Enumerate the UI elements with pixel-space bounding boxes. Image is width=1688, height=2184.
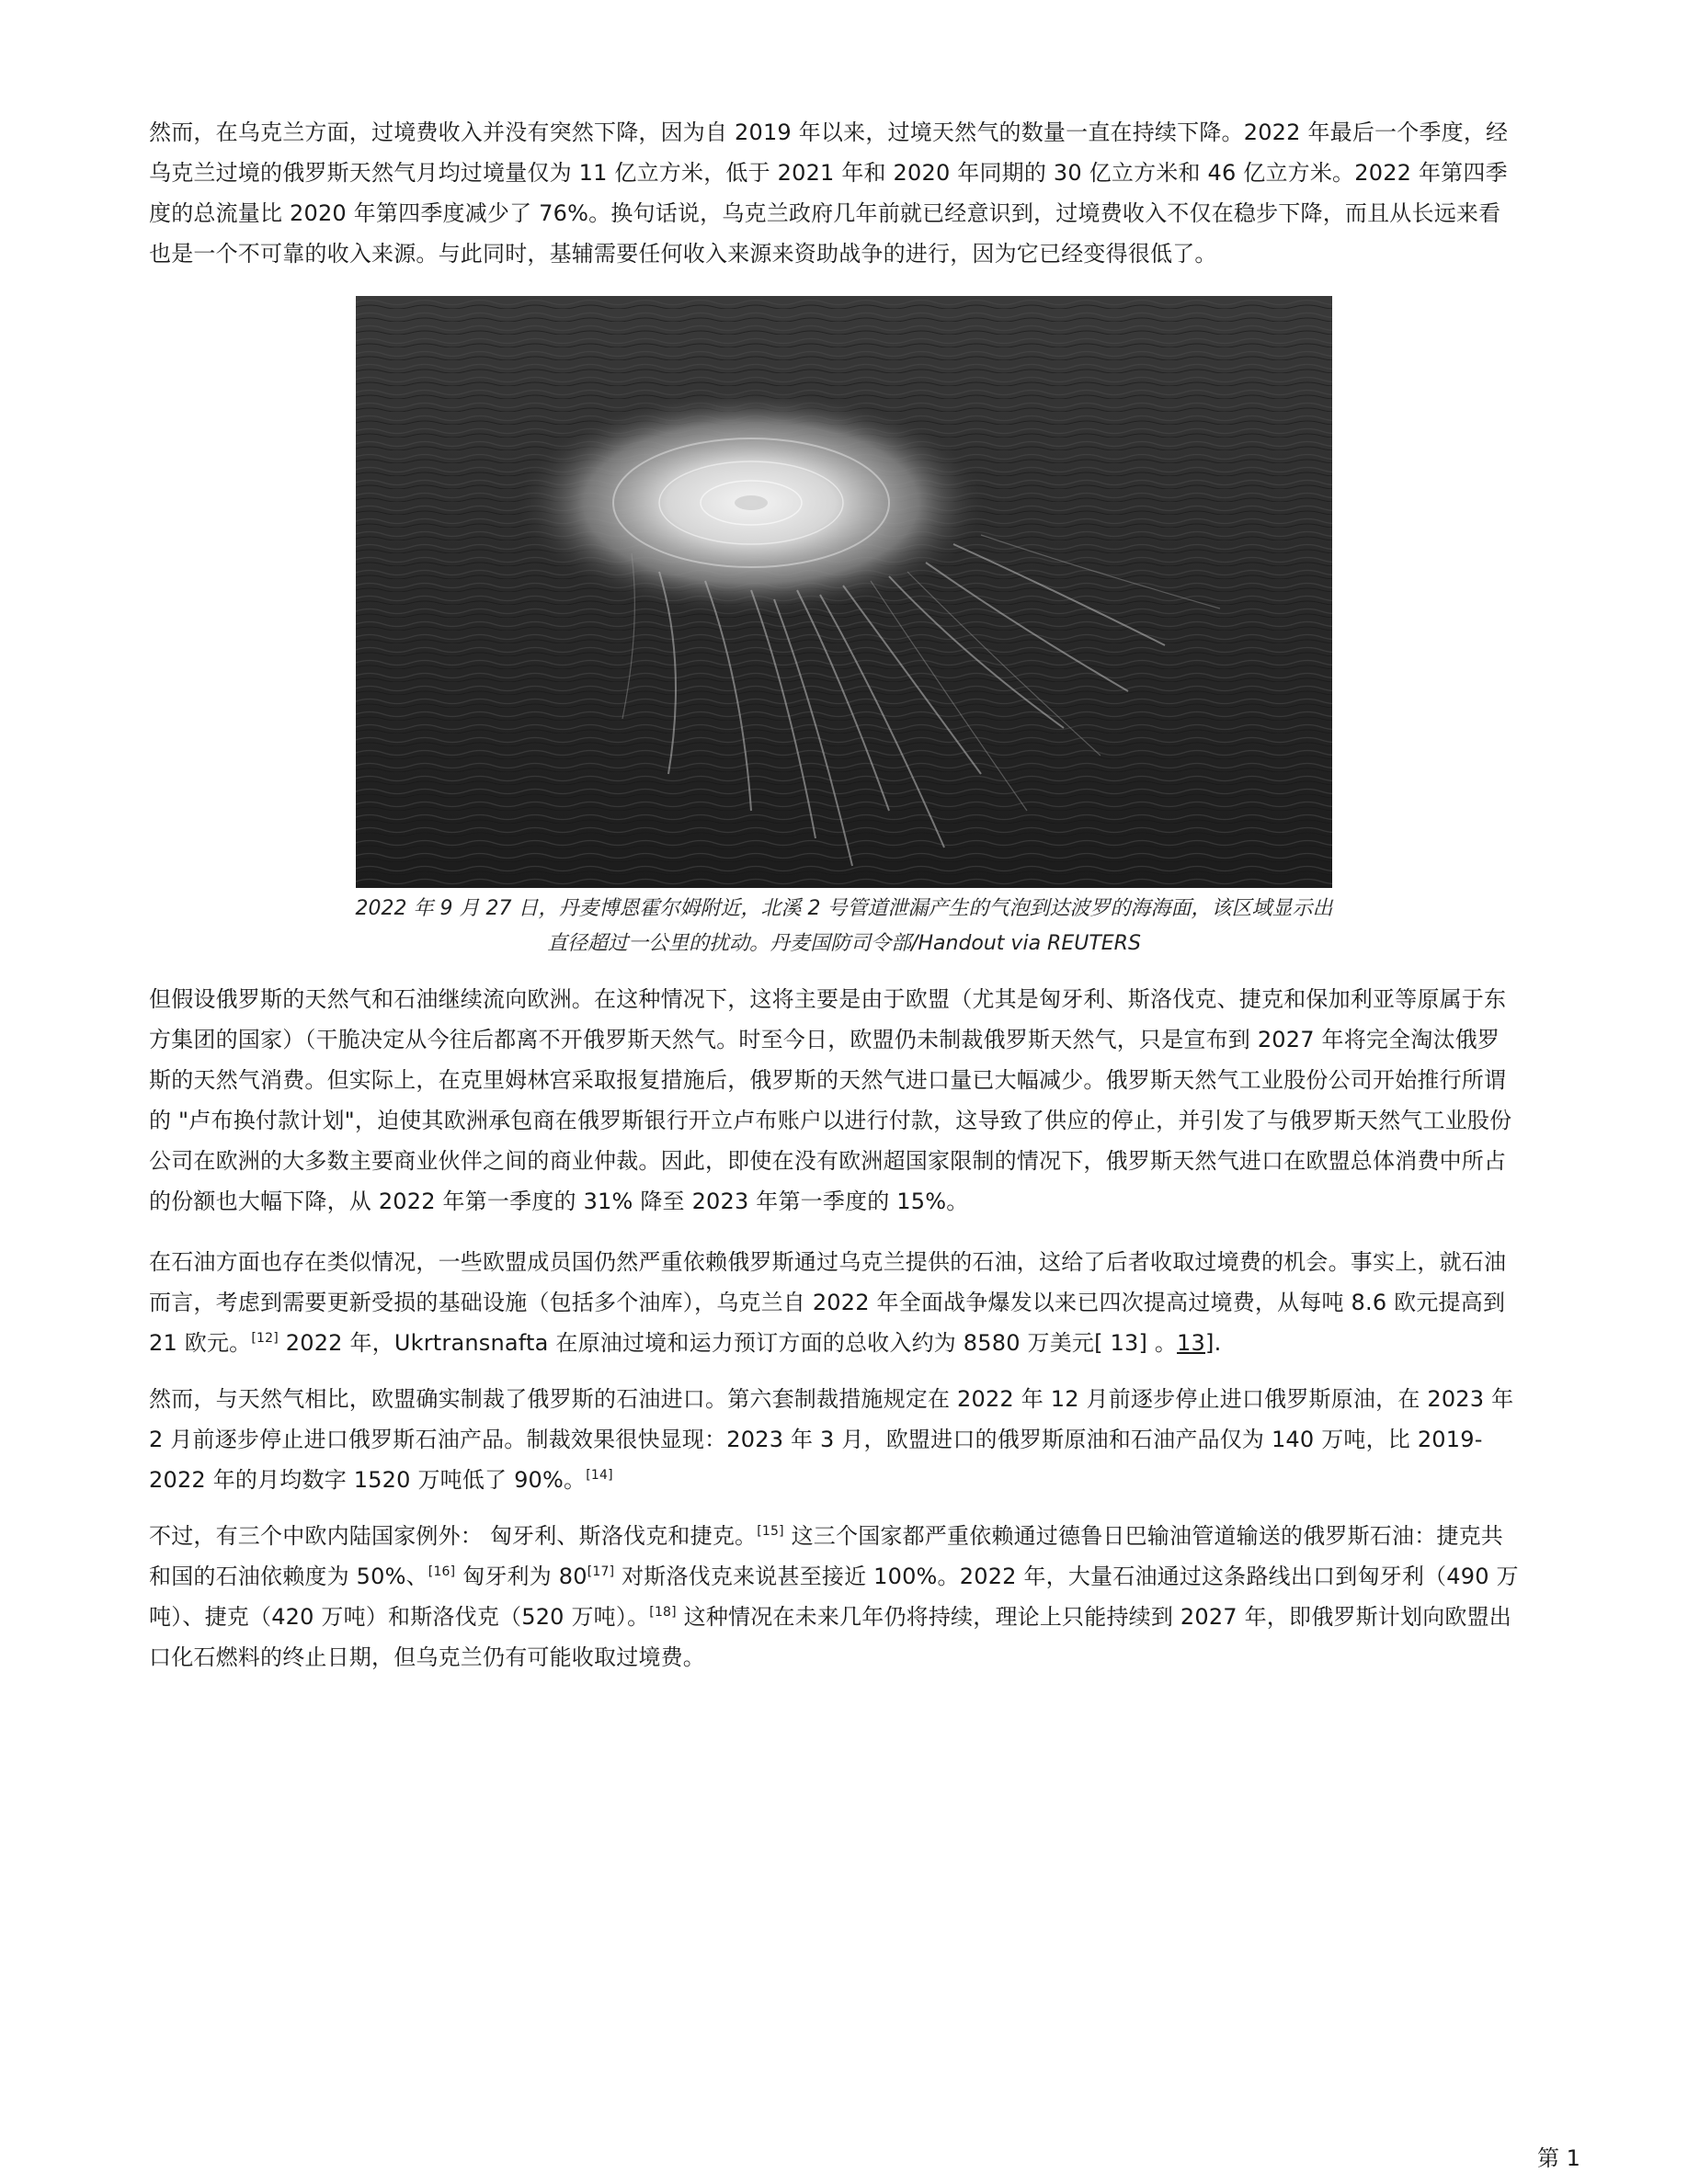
- footnote-ref-14[interactable]: [14]: [586, 1468, 613, 1483]
- figure-caption: 2022 年 9 月 27 日，丹麦博恩霍尔姆附近，北溪 2 号管道泄漏产生的气泡到达波罗的海海面，该区域显示出直径超过一公里的扰动。丹麦国防司令部/Handout via REUTERS: [355, 897, 1333, 955]
- paragraph-text: 在石油方面也存在类似情况，一些欧盟成员国仍然严重依赖俄罗斯通过乌克兰提供的石油，这给了后者收取过境费的机会。事实上，就石油而言，考虑到需要更新受损的基础设施（包括多个油库），乌克兰自 2022 年全面战争爆发以来已四次提高过境费，从每吨 8.6 欧元提高到 21 欧元。: [149, 1249, 1507, 1356]
- paragraph-druzhba-exceptions: [149, 1516, 1519, 1678]
- paragraph-oil-transit: [149, 1242, 1519, 1363]
- paragraph-transit-fee-decline: [149, 112, 1519, 274]
- footnote-ref-18[interactable]: [18]: [649, 1605, 677, 1620]
- paragraph-text: 然而，在乌克兰方面，过境费收入并没有突然下降，因为自 2019 年以来，过境天然气的数量一直在持续下降。2022 年最后一个季度，经乌克兰过境的俄罗斯天然气月均过境量仅为 11 亿立方米，低于 2021 年和 2020 年同期的 30 亿立方米和 46 亿立方米。2022 年第四季度的总流量比 2020 年第四季度减少了 76%。换句话说，乌克兰政府几年前就已经意识到，过境费收入不仅在稳步下降，而且从长远来看也是一个不可靠的收入来源。与此同时，基辅需要任何收入来源来资助战争的进行，因为它已经变得很低了。: [149, 119, 1509, 267]
- footnote-ref-12[interactable]: [12]: [251, 1331, 279, 1346]
- footnote-ref-17[interactable]: [17]: [587, 1564, 615, 1579]
- paragraph-text: 这三个国家都严重依赖通过德鲁日巴输油管道输送的俄罗斯石油：捷克共和国的石油依赖度为 50%、: [149, 1523, 1504, 1589]
- paragraph-text: 对斯洛伐克来说甚至接近 100%。2022 年，大量石油通过这条路线出口到匈牙利（490 万吨）、捷克（420 万吨）和斯洛伐克（520 万吨）。: [149, 1564, 1519, 1630]
- paragraph-text: 2022 年，Ukrtransnafta 在原油过境和运力预订方面的总收入约为 8580 万美元[ 13] 。: [278, 1330, 1178, 1356]
- footnote-ref-16[interactable]: [16]: [428, 1564, 456, 1579]
- paragraph-text: 但假设俄罗斯的天然气和石油继续流向欧洲。在这种情况下，这将主要是由于欧盟（尤其是匈牙利、斯洛伐克、捷克和保加利亚等原属于东方集团的国家）（干脆决定从今往后都离不开俄罗斯天然气。时至今日，欧盟仍未制裁俄罗斯天然气，只是宣布到 2027 年将完全淘汰俄罗斯的天然气消费。但实际上，在克里姆林宫采取报复措施后，俄罗斯的天然气进口量已大幅减少。俄罗斯天然气工业股份公司开始推行所谓的 "卢布换付款计划"，迫使其欧洲承包商在俄罗斯银行开立卢布账户以进行付款，这导致了供应的停止，并引发了与俄罗斯天然气工业股份公司在欧洲的大多数主要商业伙伴之间的商业仲裁。因此，即使在没有欧洲超国家限制的情况下，俄罗斯天然气进口在欧盟总体消费中所占的份额也大幅下降，从 2022 年第一季度的 31% 降至 2023 年第一季度的 15%。: [149, 986, 1512, 1214]
- sea-surface-image: [356, 296, 1332, 888]
- footnote-link-13[interactable]: 13]: [1177, 1330, 1215, 1356]
- nord-stream-leak-photo: [356, 296, 1332, 888]
- footnote-ref-15[interactable]: [15]: [757, 1524, 784, 1539]
- paragraph-text: .: [1214, 1330, 1222, 1356]
- paragraph-gas-flow-europe: [149, 979, 1519, 1222]
- paragraph-oil-sanctions: [149, 1379, 1519, 1500]
- page-number: 第 1: [1537, 2145, 1580, 2171]
- paragraph-text: 匈牙利为 80: [455, 1564, 587, 1589]
- paragraph-text: 然而，与天然气相比，欧盟确实制裁了俄罗斯的石油进口。第六套制裁措施规定在 2022 年 12 月前逐步停止进口俄罗斯原油，在 2023 年 2 月前逐步停止进口俄罗斯石油产品。制裁效果很快显现：2023 年 3 月，欧盟进口的俄罗斯原油和石油产品仅为 140 万吨，比 2019-2022 年的月均数字 1520 万吨低了 90%。: [149, 1386, 1514, 1493]
- paragraph-text: 不过，有三个中欧内陆国家例外： 匈牙利、斯洛伐克和捷克。: [149, 1523, 758, 1549]
- paragraph-text: 这种情况在未来几年仍将持续，理论上只能持续到 2027 年，即俄罗斯计划向欧盟出口化石燃料的终止日期，但乌克兰仍有可能收取过境费。: [149, 1604, 1511, 1670]
